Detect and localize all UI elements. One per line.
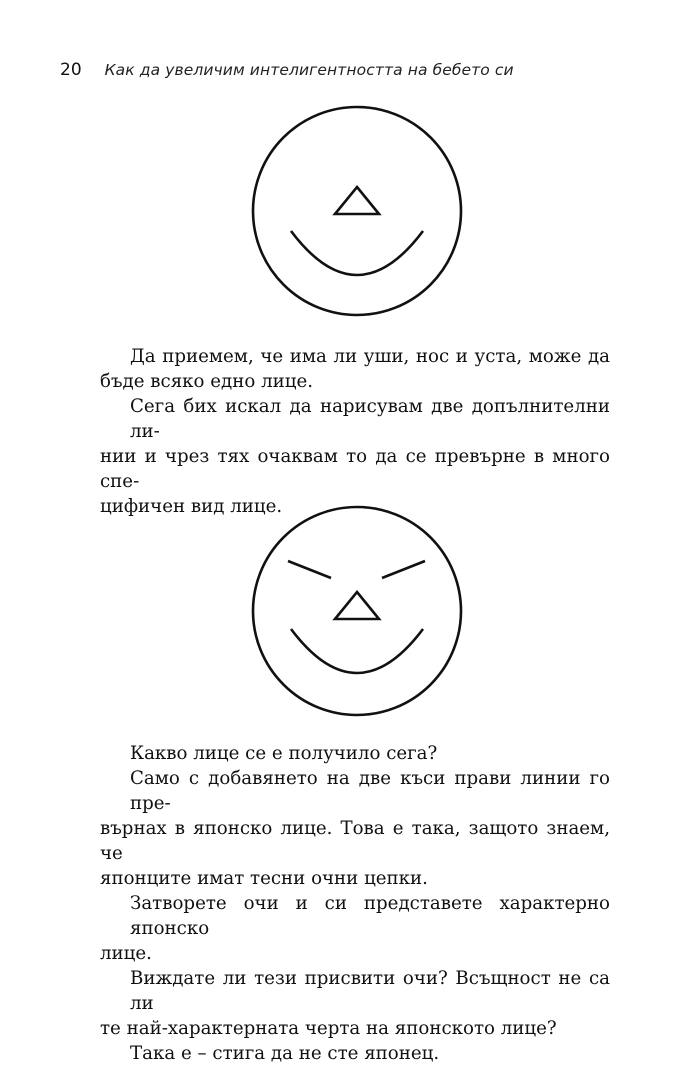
- smile-mouth: [291, 629, 423, 673]
- paragraph-line: нии и чрез тях очаквам то да се превърне в много спе-: [100, 446, 610, 492]
- right-eye-line: [382, 561, 425, 578]
- page-number: 20: [60, 60, 82, 80]
- paragraph-line: лице.: [100, 943, 152, 964]
- paragraph-line: Така е – стига да не сте японец.: [130, 1043, 440, 1064]
- paragraph-line: Сега бих искал да нарисувам две допълнителни ли-: [130, 396, 610, 442]
- face-outline: [253, 507, 461, 715]
- left-eye-line: [288, 561, 331, 578]
- paragraph-line: Какво лице се е получило сега?: [130, 743, 438, 764]
- paragraph-line: бъде всяко едно лице.: [100, 371, 313, 392]
- nose-triangle: [335, 187, 379, 214]
- paragraph-line: върнах в японско лице. Това е така, защото знаем, че: [100, 818, 610, 864]
- paragraph-line: те най-характерната черта на японското лице?: [100, 1018, 557, 1039]
- paragraph-line: японците имат тесни очни цепки.: [100, 868, 428, 889]
- paragraph-line: Затворете очи и си представете характерно японско: [130, 893, 610, 939]
- text-block-1: [100, 344, 610, 519]
- book-title: Как да увеличим интелигентността на бебето си: [104, 61, 514, 79]
- face-with-nose-and-mouth-icon: [251, 105, 463, 317]
- nose-triangle: [335, 592, 379, 619]
- text-block-2: [100, 741, 610, 1066]
- running-head: [60, 60, 514, 80]
- face-outline: [253, 107, 461, 315]
- paragraph-line: Да приемем, че има ли уши, нос и уста, може да: [130, 346, 610, 367]
- paragraph-line: Само с добавянето на две къси прави линии го пре-: [130, 768, 610, 814]
- japanese-face-with-slanted-eyes-icon: [251, 505, 463, 717]
- smile-mouth: [291, 231, 423, 275]
- paragraph-line: Виждате ли тези присвити очи? Всъщност не са ли: [130, 968, 610, 1014]
- paragraph-line: цифичен вид лице.: [100, 496, 283, 517]
